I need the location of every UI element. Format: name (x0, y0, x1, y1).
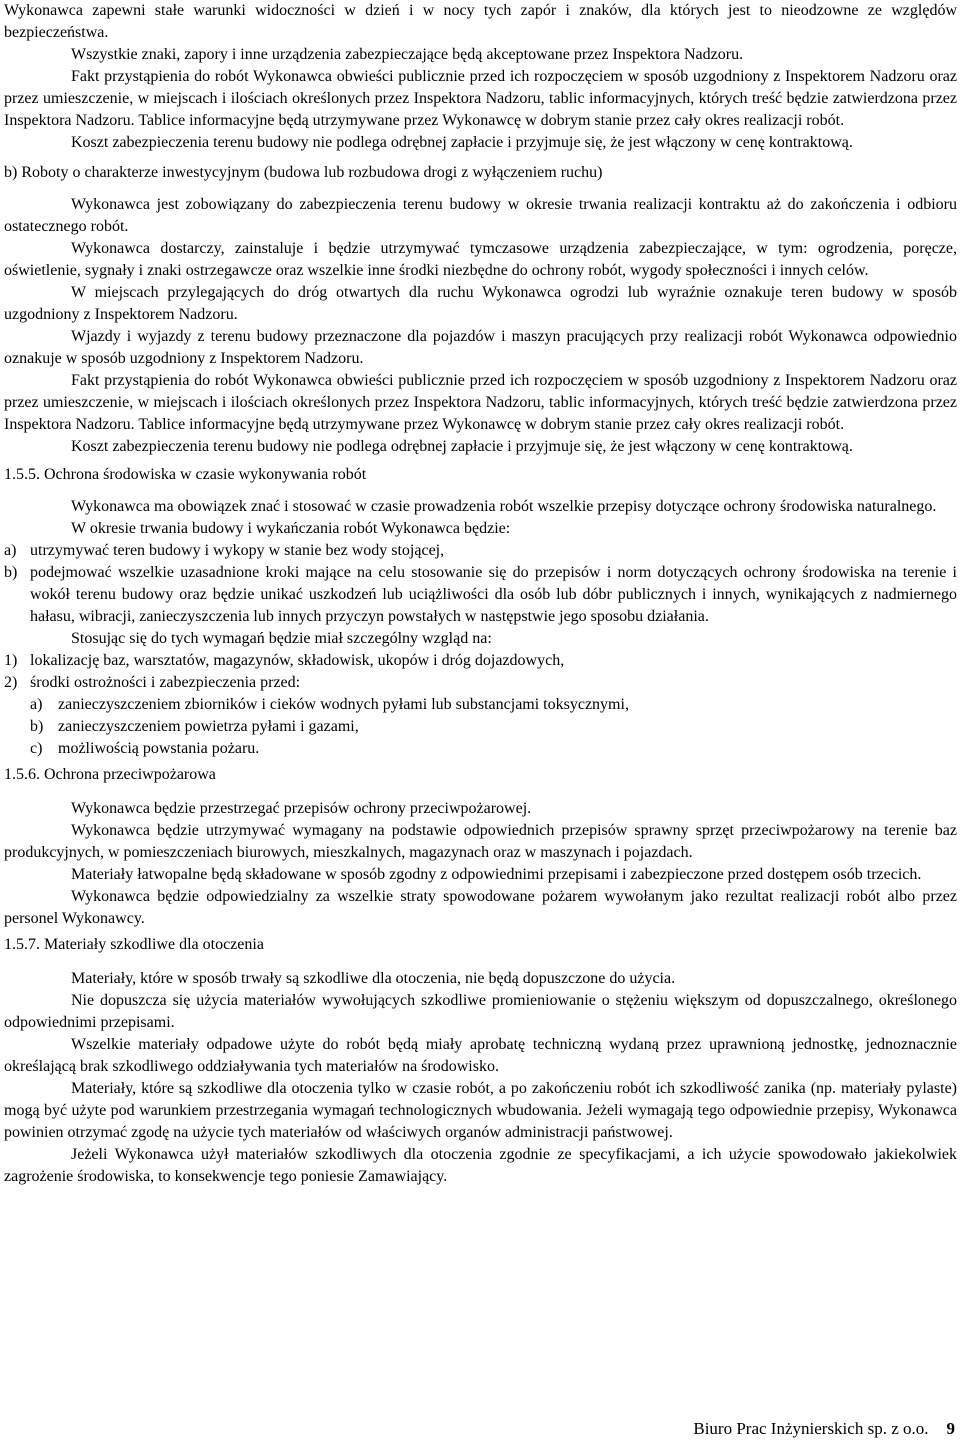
section-155-paragraph-3: Stosując się do tych wymagań będzie miał szczególny wzgląd na: (71, 630, 492, 647)
list-item: b) podejmować wszelkie uzasadnione kroki mające na celu stosowanie się do przepisów i norm dotyczących ochrony środowiska na terenie i wokół terenu budowy oraz będzie unikać uszkodzeń lub uciążliwości dla osób lub dóbr publicznych i innych, wynikających z nadmiernego hałasu, wibracji, zanieczyszczenia lub innych przyczyn powstałych w następstwie jego sposobu działania. (4, 564, 957, 625)
paragraph-announcement: Fakt przystąpienia do robót Wykonawca obwieści publicznie przed ich rozpoczęciem w sposób uzgodniony z Inspektorem Nadzoru oraz przez umieszczenie, w miejscach i ilościach określonych przez Inspektora Nadzoru, tablic informacyjnych, których treść będzie zatwierdzona przez Inspektora Nadzoru. Tablice informacyjne będą utrzymywane przez Wykonawcę w dobrym stanie przez cały okres realizacji robót. (4, 68, 957, 129)
list-item: 1) lokalizację baz, warsztatów, magazynów, składowisk, ukopów i dróg dojazdowych, (4, 652, 565, 669)
section-b-paragraph-3: W miejscach przylegających do dróg otwartych dla ruchu Wykonawca ogrodzi lub wyraźnie oznakuje teren budowy w sposób uzgodniony z Inspektorem Nadzoru. (4, 284, 957, 323)
section-number: 1.5.7. (4, 936, 40, 953)
list-item: a) zanieczyszczeniem zbiorników i cieków wodnych pyłami lub substancjami toksycznymi, (30, 696, 629, 713)
section-b-paragraph-4: Wjazdy i wyjazdy z terenu budowy przeznaczone dla pojazdów i maszyn pracujących przy realizacji robót Wykonawca odpowiednio oznakuje w sposób uzgodniony z Inspektorem Nadzoru. (4, 328, 957, 367)
section-155-paragraph-2: W okresie trwania budowy i wykańczania robót Wykonawca będzie: (71, 520, 511, 537)
section-157-paragraph-1: Materiały, które w sposób trwały są szkodliwe dla otoczenia, nie będą dopuszczone do użycia. (71, 970, 676, 987)
section-b-paragraph-5: Fakt przystąpienia do robót Wykonawca obwieści publicznie przed ich rozpoczęciem w sposób uzgodniony z Inspektorem Nadzoru oraz przez umieszczenie, w miejscach i ilościach określonych przez Inspektora Nadzoru, tablic informacyjnych, których treść będzie zatwierdzona przez Inspektora Nadzoru. Tablice informacyjne będą utrzymywane przez Wykonawcę w dobrym stanie przez cały okres realizacji robót. (4, 372, 957, 433)
page-footer (693, 1418, 955, 1440)
section-number: 1.5.6. (4, 766, 40, 783)
section-155-heading (4, 464, 957, 486)
paragraph-cost: Koszt zabezpieczenia terenu budowy nie podlega odrębnej zapłacie i przyjmuje się, że jest włączony w cenę kontraktową. (71, 134, 853, 151)
list-item: c) możliwością powstania pożaru. (30, 740, 260, 757)
paragraph-signs-accepted: Wszystkie znaki, zapory i inne urządzenia zabezpieczające będą akceptowane przez Inspektora Nadzoru. (71, 46, 744, 63)
list-item: b) zanieczyszczeniem powietrza pyłami i gazami, (30, 718, 359, 735)
section-title: Materiały szkodliwe dla otoczenia (44, 936, 264, 953)
section-157-heading (4, 934, 957, 956)
section-b-paragraph-6: Koszt zabezpieczenia terenu budowy nie podlega odrębnej zapłacie i przyjmuje się, że jest włączony w cenę kontraktową. (71, 438, 853, 455)
precautions-sublist (4, 694, 957, 760)
section-157-paragraph-5: Jeżeli Wykonawca użył materiałów szkodliwych dla otoczenia zgodnie ze specyfikacjami, a ich użycie spowodowało jakiekolwiek zagrożenie środowiska, to konsekwencje tego poniesie Zamawiający. (4, 1146, 957, 1185)
section-number: 1.5.5. (4, 466, 40, 483)
paragraph-visibility: Wykonawca zapewni stałe warunki widoczności w dzień i w nocy tych zapór i znaków, dla których jest to nieodzowne ze względów bezpieczeństwa. (4, 2, 957, 41)
section-title: Ochrona przeciwpożarowa (44, 766, 216, 783)
list-item: a) utrzymywać teren budowy i wykopy w stanie bez wody stojącej, (4, 542, 445, 559)
section-b-paragraph-1: Wykonawca jest zobowiązany do zabezpieczenia terenu budowy w okresie trwania realizacji kontraktu aż do zakończenia i odbioru ostatecznego robót. (4, 196, 957, 235)
section-157-paragraph-2: Nie dopuszcza się użycia materiałów wywołujących szkodliwe promieniowanie o stężeniu większym od dopuszczalnego, określonego odpowiednimi przepisami. (4, 992, 957, 1031)
list-item: 2) środki ostrożności i zabezpieczenia przed: (4, 674, 301, 691)
obligations-list (4, 540, 957, 628)
page-number: 9 (946, 1419, 955, 1438)
section-156-paragraph-3: Materiały łatwopalne będą składowane w sposób zgodny z odpowiednimi przepisami i zabezpieczone przed dostępem osób trzecich. (71, 866, 922, 883)
section-b-heading: b) Roboty o charakterze inwestycyjnym (budowa lub rozbudowa drogi z wyłączeniem ruchu) (4, 164, 603, 181)
section-156-paragraph-4: Wykonawca będzie odpowiedzialny za wszelkie straty spowodowane pożarem wywołanym jako rezultat realizacji robót albo przez personel Wykonawcy. (4, 888, 957, 927)
section-b-paragraph-2: Wykonawca dostarczy, zainstaluje i będzie utrzymywać tymczasowe urządzenia zabezpieczające, w tym: ogrodzenia, poręcze, oświetlenie, sygnały i znaki ostrzegawcze oraz wszelkie inne środki niezbędne do ochrony robót, wygody społeczności i innych celów. (4, 240, 957, 279)
footer-company: Biuro Prac Inżynierskich sp. z o.o. (693, 1419, 929, 1438)
section-157-paragraph-4: Materiały, które są szkodliwe dla otoczenia tylko w czasie robót, a po zakończeniu robót ich szkodliwość zanika (np. materiały pylaste) mogą być użyte pod warunkiem przestrzegania wymagań technologicznych wbudowania. Jeżeli wymagają tego odpowiednie przepisy, Wykonawca powinien otrzymać zgodę na użycie tych materiałów od właściwych organów administracji państwowej. (4, 1080, 957, 1141)
section-155-paragraph-1: Wykonawca ma obowiązek znać i stosować w czasie prowadzenia robót wszelkie przepisy dotyczące ochrony środowiska naturalnego. (71, 498, 937, 515)
section-156-heading (4, 764, 957, 786)
section-title: Ochrona środowiska w czasie wykonywania robót (44, 466, 367, 483)
section-156-paragraph-1: Wykonawca będzie przestrzegać przepisów ochrony przeciwpożarowej. (71, 800, 532, 817)
considerations-list (4, 650, 957, 694)
section-156-paragraph-2: Wykonawca będzie utrzymywać wymagany na podstawie odpowiednich przepisów sprawny sprzęt przeciwpożarowy na terenie baz produkcyjnych, w pomieszczeniach biurowych, mieszkalnych, magazynach oraz w maszynach i pojazdach. (4, 822, 957, 861)
section-157-paragraph-3: Wszelkie materiały odpadowe użyte do robót będą miały aprobatę techniczną wydaną przez uprawnioną jednostkę, jednoznacznie określającą brak szkodliwego oddziaływania tych materiałów na środowisko. (4, 1036, 957, 1075)
